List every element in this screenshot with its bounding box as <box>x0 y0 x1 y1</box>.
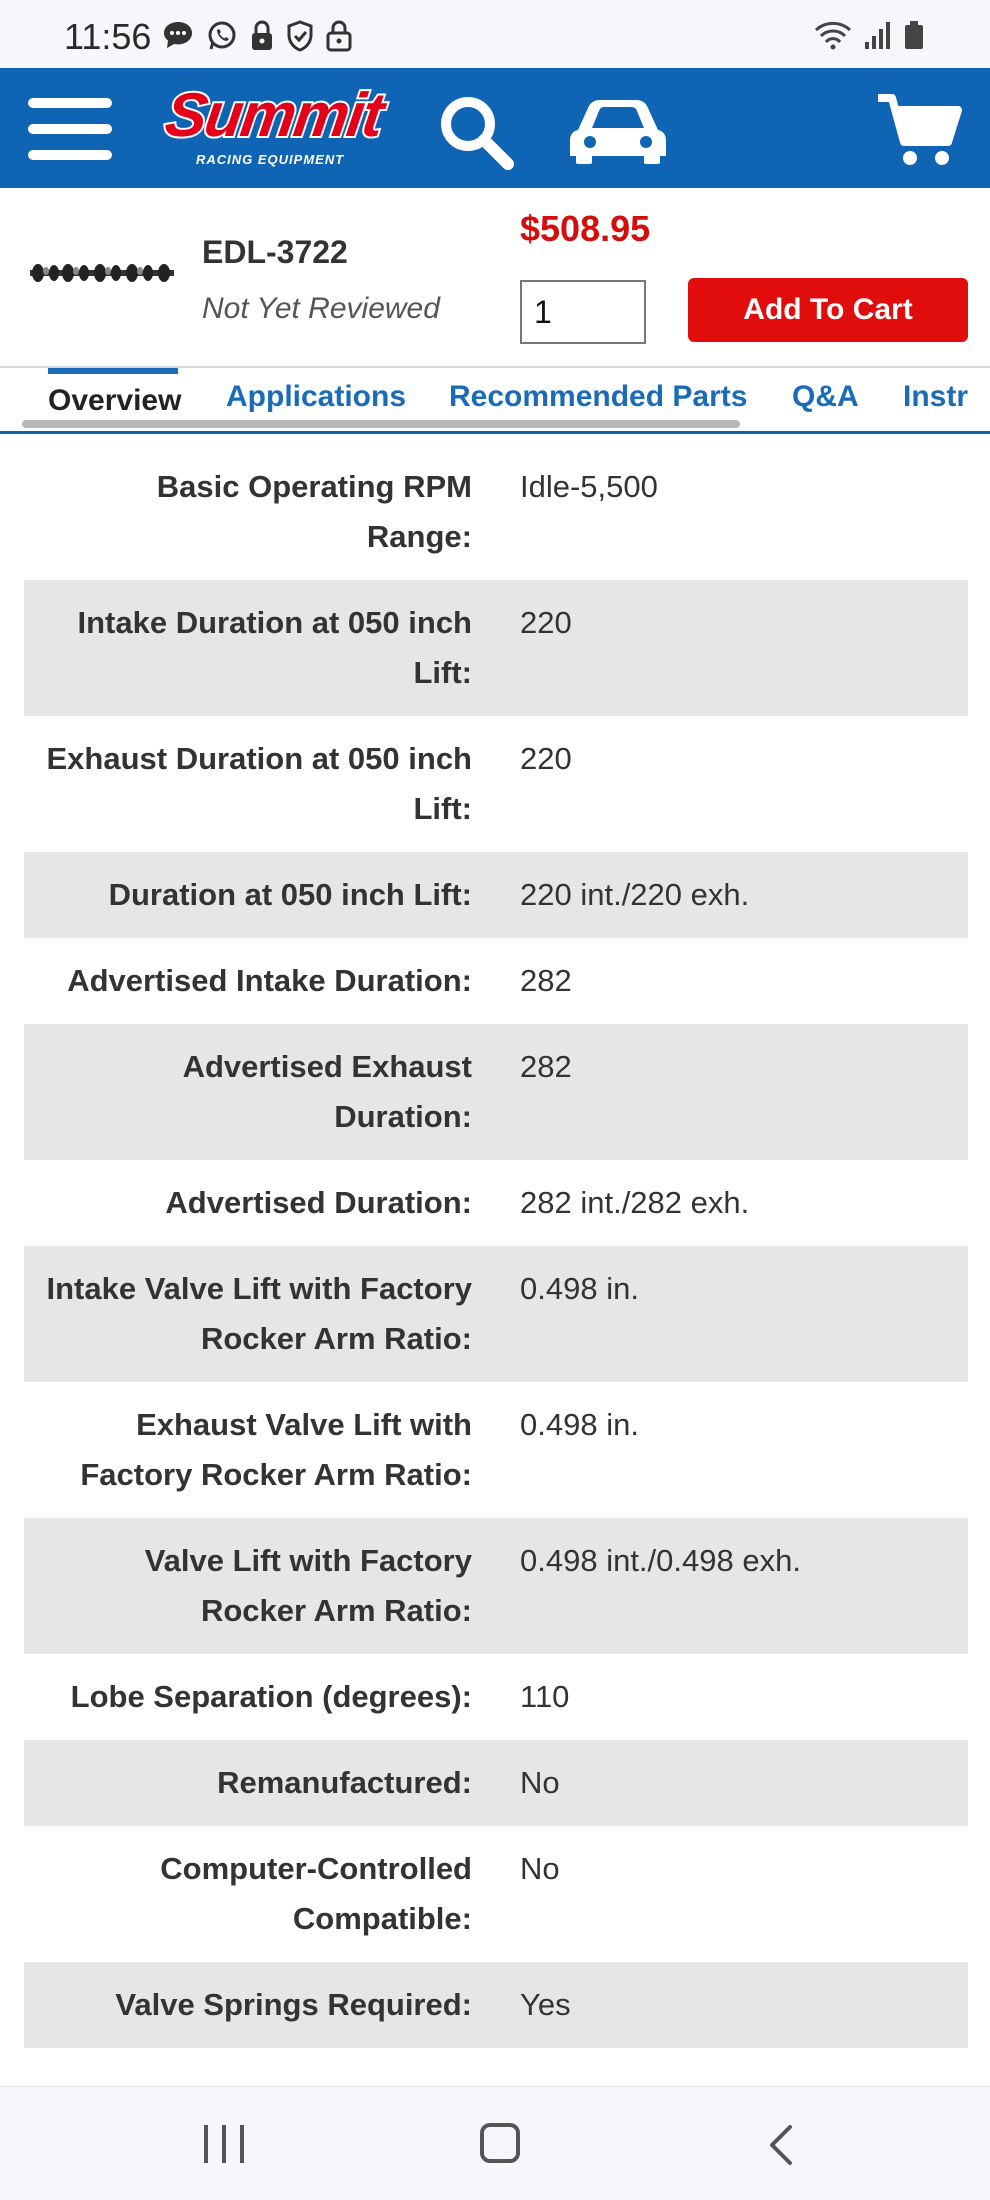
spec-label: Exhaust Valve Lift with Factory Rocker Arm Ratio: <box>80 1407 472 1492</box>
system-nav-bar <box>0 2086 990 2200</box>
spec-label: Advertised Exhaust Duration: <box>182 1049 472 1134</box>
logo-tagline: RACING EQUIPMENT <box>196 152 345 167</box>
spec-row <box>24 716 968 852</box>
spec-row <box>24 1740 968 1826</box>
spec-row <box>24 938 968 1024</box>
add-to-cart-button[interactable]: Add To Cart <box>688 278 968 342</box>
hamburger-menu-icon[interactable] <box>28 98 112 160</box>
tab-applications[interactable]: Applications <box>226 380 407 413</box>
spec-row <box>24 1826 968 1962</box>
spec-value: Yes <box>520 1987 571 2022</box>
spec-row <box>24 1382 968 1518</box>
spec-row <box>24 1160 968 1246</box>
spec-row <box>24 1654 968 1740</box>
spec-label: Advertised Intake Duration: <box>67 963 472 998</box>
spec-label: Intake Duration at 050 inch Lift: <box>77 605 472 690</box>
spec-value: Idle-5,500 <box>520 469 658 504</box>
spec-value: 220 <box>520 741 572 776</box>
spec-value: No <box>520 1851 560 1886</box>
spec-row <box>24 580 968 716</box>
status-notification-icons <box>162 20 352 57</box>
logo-wordmark: Summit <box>161 81 387 150</box>
chat-bubble-icon <box>162 20 194 57</box>
spec-value: 110 <box>520 1679 570 1714</box>
spec-value: 0.498 in. <box>520 1271 639 1306</box>
status-bar <box>0 0 990 68</box>
app-header <box>0 68 990 188</box>
spec-label: Computer-Controlled Compatible: <box>160 1851 472 1936</box>
spec-label: Duration at 050 inch Lift: <box>108 877 472 912</box>
shield-icon <box>286 20 314 57</box>
spec-label: Exhaust Duration at 050 inch Lift: <box>46 741 472 826</box>
product-tabs <box>0 368 990 434</box>
spec-value: 0.498 in. <box>520 1407 639 1442</box>
shopping-cart-icon[interactable] <box>876 90 962 170</box>
spec-row <box>24 1962 968 2048</box>
lock-open-icon <box>326 20 352 57</box>
product-price: $508.95 <box>520 208 651 249</box>
wifi-icon <box>814 20 852 55</box>
quantity-input[interactable] <box>520 280 646 344</box>
spec-value: No <box>520 1765 560 1800</box>
recent-apps-icon[interactable] <box>204 2125 244 2163</box>
garage-car-icon[interactable] <box>568 96 668 166</box>
spec-row <box>24 1518 968 1654</box>
product-summary-bar <box>0 188 990 368</box>
spec-value: 220 <box>520 605 572 640</box>
spec-row <box>24 1246 968 1382</box>
tab-recommended-parts[interactable]: Recommended Parts <box>449 380 748 413</box>
spec-row <box>24 444 968 580</box>
spec-label: Valve Lift with Factory Rocker Arm Ratio: <box>144 1543 472 1628</box>
review-status[interactable]: Not Yet Reviewed <box>202 292 440 325</box>
spec-label: Intake Valve Lift with Factory Rocker Arm Ratio: <box>46 1271 472 1356</box>
search-icon[interactable] <box>436 92 516 172</box>
spec-row <box>24 1024 968 1160</box>
spec-value: 282 <box>520 963 572 998</box>
spec-value: 282 <box>520 1049 572 1084</box>
battery-icon <box>904 20 924 55</box>
specifications-table <box>24 444 968 2048</box>
spec-label: Advertised Duration: <box>165 1185 472 1220</box>
tab-overview[interactable]: Overview <box>48 384 182 417</box>
spec-value: 0.498 int./0.498 exh. <box>520 1543 801 1578</box>
spec-label: Remanufactured: <box>217 1765 472 1800</box>
spec-value: 220 int./220 exh. <box>520 877 750 912</box>
active-tab-indicator <box>48 368 178 374</box>
summit-logo[interactable] <box>161 80 387 178</box>
back-icon[interactable] <box>762 2123 802 2167</box>
lock-icon <box>250 20 274 57</box>
tabs-scrollbar[interactable] <box>22 420 740 428</box>
camshaft-product-image[interactable] <box>28 258 176 288</box>
status-time: 11:56 <box>64 16 152 57</box>
spec-value: 282 int./282 exh. <box>520 1185 750 1220</box>
status-system-icons <box>814 20 924 55</box>
spec-label: Lobe Separation (degrees): <box>70 1679 472 1714</box>
spec-row <box>24 852 968 938</box>
spec-label: Valve Springs Required: <box>115 1987 472 2022</box>
tab-qa[interactable]: Q&A <box>792 380 859 413</box>
whatsapp-icon <box>206 20 238 57</box>
part-number: EDL-3722 <box>202 234 348 270</box>
home-icon[interactable] <box>480 2123 520 2163</box>
tab-instructions[interactable]: Instr <box>903 380 969 413</box>
spec-label: Basic Operating RPM Range: <box>156 469 472 554</box>
signal-icon <box>864 20 892 55</box>
